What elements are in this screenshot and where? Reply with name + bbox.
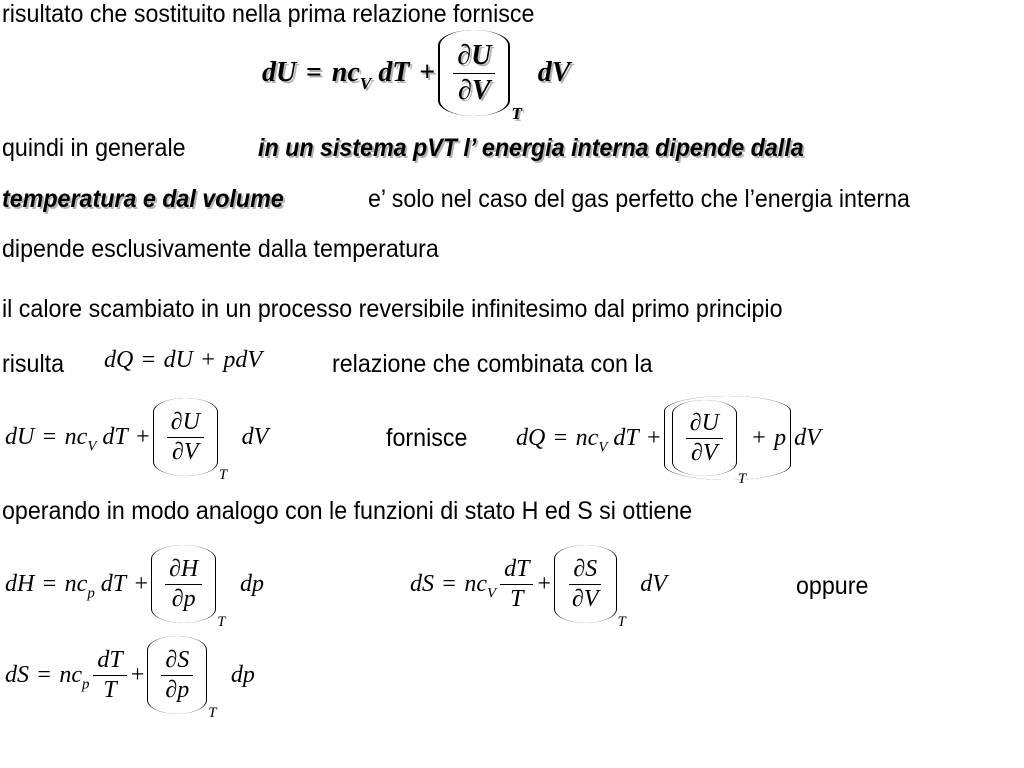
text-line-4: dipende esclusivamente dalla temperatura (2, 235, 439, 263)
text-line-8: operando in modo analogo con le funzioni di stato H ed S si ottiene (2, 497, 693, 525)
equation-du-2: dU = $nc_V$ dT + $\frac{\partial U}{\partial V}$ T dV (5, 398, 268, 476)
text-line-5: il calore scambiato in un processo reversibile infinitesimo dal primo principio (2, 295, 783, 323)
equation-du-1: dU = $nc_V$ dT + $\frac{\partial U}{\partial V}$ T dV (262, 30, 570, 116)
text-line-6-b: relazione che combinata con la (332, 350, 653, 378)
equation-dq-first-law: dQ = dU + pdV (104, 347, 263, 373)
text-line-6-a: risulta (2, 350, 65, 378)
equation-dh: dH = $nc_p$ dT + $\frac{\partial H}{\partial p}$ T dp (5, 545, 264, 623)
text-line-2-emphasis: in un sistema pVT l’ energia interna dipende dalla (258, 134, 804, 162)
equation-ds-pressure: dS = $nc_p$ $\frac{dT}{T}$ + $\frac{\partial S}{\partial p}$ T dp (5, 636, 255, 714)
text-oppure: oppure (796, 572, 869, 600)
text-line-2-plain: quindi in generale (2, 134, 186, 162)
text-fornisce: fornisce (386, 424, 468, 452)
text-line-1: risultato che sostituito nella prima relazione fornisce (2, 0, 535, 28)
text-line-3-emphasis: temperatura e dal volume (2, 185, 284, 213)
equation-dq-expanded: dQ = $nc_V$ dT + $\frac{\partial U}{\partial V}$ T + p dV (516, 396, 821, 480)
equation-ds-volume: dS = $nc_V$ $\frac{dT}{T}$ + $\frac{\partial S}{\partial V}$ T dV (410, 545, 667, 623)
text-line-3-plain: e’ solo nel caso del gas perfetto che l’energia interna (368, 185, 910, 213)
